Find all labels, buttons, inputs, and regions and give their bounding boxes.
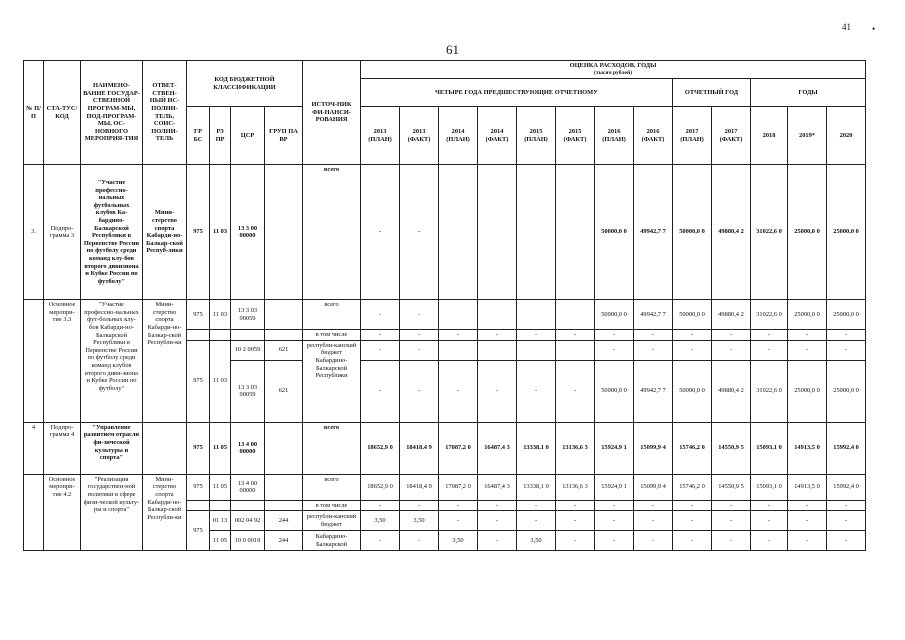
row-value bbox=[517, 340, 556, 360]
row-value: 14913,5 0 bbox=[788, 474, 827, 500]
row-value: - bbox=[361, 330, 400, 341]
row-value: - bbox=[478, 500, 517, 511]
row-value: 13338,1 0 bbox=[517, 474, 556, 500]
row-value: - bbox=[788, 500, 827, 511]
header-rzpr: РЗ ПР bbox=[210, 107, 231, 165]
row-csr: 10 0 0019 bbox=[231, 531, 265, 551]
row-value: 13136,6 3 bbox=[556, 422, 595, 474]
header-year-col: 2018 bbox=[751, 107, 788, 165]
row-value: - bbox=[634, 340, 673, 360]
row-value: - bbox=[673, 330, 712, 341]
row-value: 18418,4 9 bbox=[400, 474, 439, 500]
header-csr: ЦСР bbox=[231, 107, 265, 165]
row-rzpr: 11 03 bbox=[210, 340, 231, 422]
row-value: - bbox=[556, 360, 595, 422]
row-csr: 13 4 00 00000 bbox=[231, 474, 265, 500]
row-vr bbox=[265, 165, 303, 300]
row-value: 31022,6 0 bbox=[751, 360, 788, 422]
row-value: 49942,7 7 bbox=[634, 300, 673, 330]
row-value bbox=[556, 300, 595, 330]
row-source: республи-канский бюджет bbox=[303, 511, 361, 531]
row-csr bbox=[231, 500, 265, 511]
row-value: - bbox=[556, 330, 595, 341]
row-value: - bbox=[595, 511, 634, 531]
row-value: - bbox=[634, 330, 673, 341]
row-grbs: 975 bbox=[187, 511, 210, 551]
row-value: - bbox=[478, 330, 517, 341]
row-value: 25000,0 0 bbox=[827, 360, 866, 422]
row-num bbox=[24, 474, 44, 551]
row-source: всего bbox=[303, 422, 361, 474]
row-value: - bbox=[361, 531, 400, 551]
row-value: - bbox=[827, 330, 866, 341]
row-value: - bbox=[478, 511, 517, 531]
row-value bbox=[478, 300, 517, 330]
row-source: Кабардино-Балкарской bbox=[303, 531, 361, 551]
row-grbs: 975 bbox=[187, 165, 210, 300]
row-executor: Мини-стерство спорта Кабарди-но-Балкар-ской Респуб-лики bbox=[143, 165, 187, 300]
header-four-years: ЧЕТЫРЕ ГОДА ПРЕДШЕСТВУЮЩИЕ ОТЧЕТНОМУ bbox=[361, 79, 673, 107]
header-status: СТА-ТУС/КОД bbox=[44, 61, 81, 165]
table-row bbox=[24, 422, 866, 474]
row-value: - bbox=[595, 500, 634, 511]
row-source: всего bbox=[303, 474, 361, 500]
row-value: - bbox=[751, 531, 788, 551]
header-year-col: 2015 (ФАКТ) bbox=[556, 107, 595, 165]
row-value: - bbox=[712, 330, 751, 341]
row-value: - bbox=[361, 165, 400, 300]
row-num: 4 bbox=[24, 422, 44, 474]
row-value: - bbox=[634, 531, 673, 551]
row-value: - bbox=[556, 511, 595, 531]
row-vr: 621 bbox=[265, 340, 303, 360]
row-value: - bbox=[361, 300, 400, 330]
header-estimate-title: ОЦЕНКА РАСХОДОВ, ГОДЫ bbox=[569, 62, 657, 69]
row-value: 15093,1 0 bbox=[751, 422, 788, 474]
corner-mark: 41 bbox=[842, 22, 851, 32]
row-value: - bbox=[634, 500, 673, 511]
header-year-col: 2020 bbox=[827, 107, 866, 165]
row-value: - bbox=[712, 511, 751, 531]
row-value: 49880,4 2 bbox=[712, 300, 751, 330]
row-value: 50000,0 0 bbox=[595, 300, 634, 330]
row-value: 16487,4 3 bbox=[478, 474, 517, 500]
row-value: - bbox=[751, 511, 788, 531]
row-value: 15099,9 4 bbox=[634, 422, 673, 474]
row-status: Основное меропри-тие 3.3 bbox=[44, 300, 81, 423]
row-value bbox=[439, 300, 478, 330]
row-value bbox=[478, 165, 517, 300]
row-value: 14913,5 0 bbox=[788, 422, 827, 474]
row-source: в том числе bbox=[303, 500, 361, 511]
row-value: - bbox=[517, 500, 556, 511]
header-budget-code: КОД БЮДЖЕТНОЙ КЛАССИФИКАЦИИ bbox=[187, 61, 303, 107]
row-value: - bbox=[361, 340, 400, 360]
header-year-col: 2017 (ФАКТ) bbox=[712, 107, 751, 165]
header-vr: ГРУП ПА ВР bbox=[265, 107, 303, 165]
row-executor: Мини-стерство спорта Кабарди-но-Балкар-ской Республи-ки bbox=[143, 474, 187, 551]
row-executor: Мини-стерство спорта Кабарди-но-Балкар-ской Республи-ки bbox=[143, 300, 187, 423]
header-report-year: ОТЧЕТНЫЙ ГОД bbox=[673, 79, 751, 107]
row-value: 15099,9 4 bbox=[634, 474, 673, 500]
row-status: Основное меропри-тие 4.2 bbox=[44, 474, 81, 551]
row-value: - bbox=[673, 531, 712, 551]
row-grbs: 975 bbox=[187, 422, 210, 474]
row-value: - bbox=[712, 500, 751, 511]
row-value bbox=[517, 165, 556, 300]
row-program: "Участие профессио-нальных фут-больных клу-бов Кабарди-но-Балкарской Республики в Первенстве России по футболу среди команд клубов второго диви-зиона и Кубке России по футболу" bbox=[81, 300, 143, 423]
table-row bbox=[24, 300, 866, 330]
row-source: всего bbox=[303, 300, 361, 330]
row-value: 49880,4 2 bbox=[712, 165, 751, 300]
header-year-col: 2014 (ПЛАН) bbox=[439, 107, 478, 165]
row-value: 18652,9 0 bbox=[361, 422, 400, 474]
table-row bbox=[24, 165, 866, 300]
row-rzpr bbox=[210, 500, 231, 511]
row-source: всего bbox=[303, 165, 361, 300]
row-rzpr: 11 05 bbox=[210, 474, 231, 500]
row-value: 25000,0 0 bbox=[827, 165, 866, 300]
row-csr: 002 04 92 bbox=[231, 511, 265, 531]
row-value: 17087,2 0 bbox=[439, 422, 478, 474]
row-value: - bbox=[478, 531, 517, 551]
row-num: 3. bbox=[24, 165, 44, 300]
row-value: 25000,0 0 bbox=[827, 300, 866, 330]
row-value: 13338,1 0 bbox=[517, 422, 556, 474]
header-year-col: 2015 (ПЛАН) bbox=[517, 107, 556, 165]
row-csr: 10 2 0059 bbox=[231, 340, 265, 360]
row-vr bbox=[265, 500, 303, 511]
row-value: - bbox=[439, 360, 478, 422]
row-value: 25000,0 0 bbox=[788, 300, 827, 330]
row-vr bbox=[265, 474, 303, 500]
row-value: - bbox=[595, 340, 634, 360]
row-value: 50000,0 0 bbox=[673, 360, 712, 422]
row-rzpr bbox=[210, 330, 231, 341]
row-value: 25000,0 0 bbox=[788, 360, 827, 422]
row-value: - bbox=[673, 511, 712, 531]
row-value: 15992,4 0 bbox=[827, 422, 866, 474]
row-value: 15746,2 0 bbox=[673, 422, 712, 474]
row-value: 15992,4 0 bbox=[827, 474, 866, 500]
row-value: 13136,6 3 bbox=[556, 474, 595, 500]
row-status: Подпро-грамма 4 bbox=[44, 422, 81, 474]
row-value: - bbox=[751, 500, 788, 511]
row-value: - bbox=[827, 500, 866, 511]
header-years: ГОДЫ bbox=[751, 79, 866, 107]
row-value: - bbox=[400, 340, 439, 360]
row-rzpr: 11 03 bbox=[210, 300, 231, 330]
row-value: - bbox=[556, 531, 595, 551]
row-program: "Управление развитием отрасли фи-зической культуры и спорта" bbox=[81, 422, 143, 474]
row-vr: 244 bbox=[265, 511, 303, 531]
row-rzpr: 11 05 bbox=[210, 531, 231, 551]
row-executor bbox=[143, 422, 187, 474]
row-status: Подпро-грамма 3 bbox=[44, 165, 81, 300]
row-csr: 13 3 03 90059 bbox=[231, 300, 265, 330]
row-value bbox=[439, 165, 478, 300]
row-value: 50000,0 0 bbox=[673, 300, 712, 330]
row-value: - bbox=[400, 531, 439, 551]
row-value: 3,50 bbox=[361, 511, 400, 531]
row-value: - bbox=[400, 165, 439, 300]
row-value: - bbox=[517, 511, 556, 531]
row-value: - bbox=[400, 500, 439, 511]
row-value: - bbox=[788, 511, 827, 531]
header-year-col: 2016 (ФАКТ) bbox=[634, 107, 673, 165]
row-value: 17087,2 0 bbox=[439, 474, 478, 500]
row-value: - bbox=[788, 340, 827, 360]
row-source: в том числе bbox=[303, 330, 361, 341]
row-value: - bbox=[595, 531, 634, 551]
row-value: - bbox=[751, 330, 788, 341]
header-year-col: 2016 (ПЛАН) bbox=[595, 107, 634, 165]
row-vr bbox=[265, 330, 303, 341]
header-grbs: ГР БС bbox=[187, 107, 210, 165]
row-value: - bbox=[400, 360, 439, 422]
row-value: - bbox=[517, 360, 556, 422]
row-value: - bbox=[400, 330, 439, 341]
header-source: ИСТОЧ-НИК ФИ-НАНСИ-РОВАНИЯ bbox=[303, 61, 361, 165]
row-value: - bbox=[827, 340, 866, 360]
row-grbs: 975 bbox=[187, 300, 210, 330]
header-num: № П/П bbox=[24, 61, 44, 165]
page-number: 61 bbox=[446, 42, 459, 57]
row-value: 49880,4 2 bbox=[712, 360, 751, 422]
row-value: 50000,0 0 bbox=[595, 360, 634, 422]
row-rzpr: 11 05 bbox=[210, 422, 231, 474]
header-estimate-unit: (тысяч рублей) bbox=[593, 69, 633, 76]
row-value bbox=[478, 340, 517, 360]
row-value: 3,50 bbox=[517, 531, 556, 551]
header-program: НАИМЕНО-ВАНИЕ ГОСУДАР-СТВЕННОЙ ПРОГРАМ-МЫ, ПОД-ПРОГРАМ-МЫ, ОС-НОВНОГО МЕРОПРИЯ-ТИЯ bbox=[81, 61, 143, 165]
row-grbs: 975 bbox=[187, 474, 210, 500]
row-vr bbox=[265, 422, 303, 474]
row-program: "Реализация государствен-ной политики в сфере физи-ческой культу-ры и спорта" bbox=[81, 474, 143, 551]
row-value: 31022,6 0 bbox=[751, 165, 788, 300]
row-csr: 13 3 00 00000 bbox=[231, 165, 265, 300]
row-grbs: 975 bbox=[187, 340, 210, 422]
header-year-col: 2013 (ПЛАН) bbox=[361, 107, 400, 165]
row-value: - bbox=[595, 330, 634, 341]
header-year-col: 2019* bbox=[788, 107, 827, 165]
row-vr: 244 bbox=[265, 531, 303, 551]
row-value: 3,50 bbox=[400, 511, 439, 531]
row-value bbox=[439, 340, 478, 360]
row-value: - bbox=[712, 531, 751, 551]
row-value: - bbox=[556, 500, 595, 511]
row-grbs bbox=[187, 330, 210, 341]
row-value: - bbox=[361, 500, 400, 511]
row-value: 49942,7 7 bbox=[634, 360, 673, 422]
row-value: 18652,9 0 bbox=[361, 474, 400, 500]
row-value: 49942,7 7 bbox=[634, 165, 673, 300]
row-value: 18418,4 9 bbox=[400, 422, 439, 474]
row-vr: 621 bbox=[265, 360, 303, 422]
row-value: - bbox=[478, 360, 517, 422]
row-value: - bbox=[361, 360, 400, 422]
row-value: - bbox=[439, 500, 478, 511]
row-value: 15746,2 0 bbox=[673, 474, 712, 500]
row-grbs bbox=[187, 500, 210, 511]
row-value: - bbox=[673, 340, 712, 360]
row-value: 50000,0 0 bbox=[673, 165, 712, 300]
row-value: 50000,0 0 bbox=[595, 165, 634, 300]
row-source: республи-канский бюджет Кабардино-Балкарской Республики bbox=[303, 340, 361, 422]
header-year-col: 2017 (ПЛАН) bbox=[673, 107, 712, 165]
row-csr: 13 3 03 90059 bbox=[231, 360, 265, 422]
row-value: - bbox=[712, 340, 751, 360]
corner-dot: • bbox=[872, 24, 876, 34]
row-num bbox=[24, 300, 44, 423]
row-value: 31022,6 0 bbox=[751, 300, 788, 330]
row-value bbox=[556, 165, 595, 300]
row-value: - bbox=[788, 531, 827, 551]
row-value: - bbox=[788, 330, 827, 341]
row-value: 3,50 bbox=[439, 531, 478, 551]
row-csr: 13 4 00 00000 bbox=[231, 422, 265, 474]
header-year-col: 2013 (ФАКТ) bbox=[400, 107, 439, 165]
row-value bbox=[517, 300, 556, 330]
header-year-col: 2014 (ФАКТ) bbox=[478, 107, 517, 165]
row-rzpr: 01 13 bbox=[210, 511, 231, 531]
header-executor: ОТВЕТ-СТВЕН-НЫЙ ИС-ПОЛНИ-ТЕЛЬ, СОИС-ПОЛНИ-ТЕЛЬ bbox=[143, 61, 187, 165]
row-value: - bbox=[827, 511, 866, 531]
row-value bbox=[556, 340, 595, 360]
row-value: - bbox=[673, 500, 712, 511]
row-program: "Участие профессио-нальных футбольных клубов Ка-бардино-Балкарской Республики в Первенстве России по футболу среди команд клу-бов второго дивизиона и Кубке России по футболу" bbox=[81, 165, 143, 300]
row-value: - bbox=[634, 511, 673, 531]
row-value: 14550,9 5 bbox=[712, 422, 751, 474]
header-estimate bbox=[361, 61, 866, 79]
row-vr bbox=[265, 300, 303, 330]
row-value: 16487,4 3 bbox=[478, 422, 517, 474]
budget-table bbox=[23, 60, 866, 551]
row-value: 15924,9 1 bbox=[595, 474, 634, 500]
row-value: - bbox=[827, 531, 866, 551]
row-value: - bbox=[400, 300, 439, 330]
row-value: - bbox=[751, 340, 788, 360]
row-value: 15924,9 1 bbox=[595, 422, 634, 474]
row-value: - bbox=[439, 330, 478, 341]
row-csr bbox=[231, 330, 265, 341]
row-value: - bbox=[517, 330, 556, 341]
row-rzpr: 11 03 bbox=[210, 165, 231, 300]
table-row bbox=[24, 474, 866, 500]
row-value: 15093,1 0 bbox=[751, 474, 788, 500]
row-value: 14550,9 5 bbox=[712, 474, 751, 500]
row-value: - bbox=[439, 511, 478, 531]
row-value: 25000,0 0 bbox=[788, 165, 827, 300]
